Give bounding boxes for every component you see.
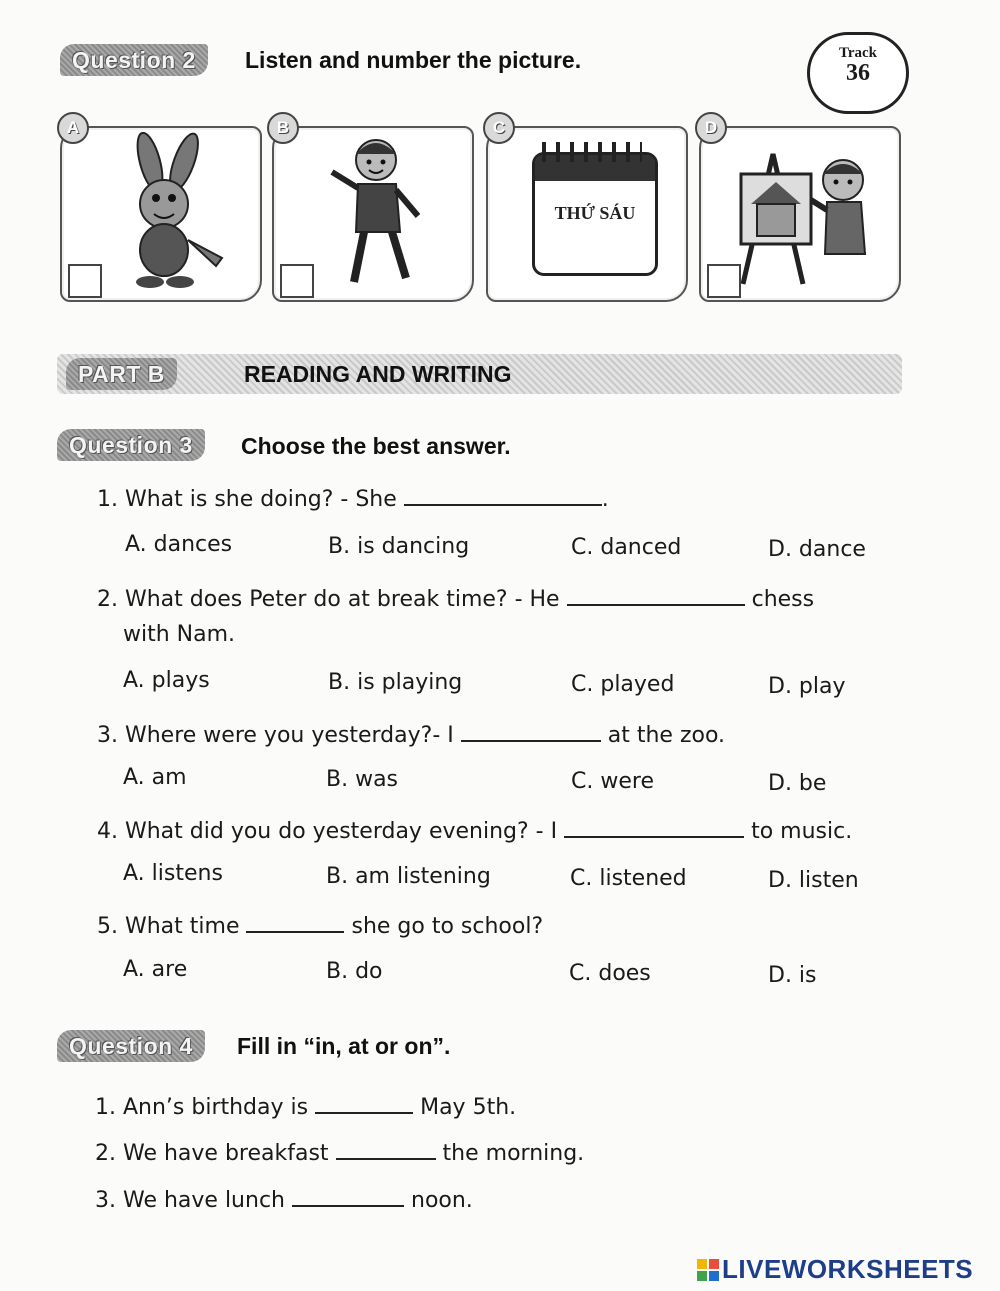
q3-item-2 (97, 586, 814, 612)
q3-item-1-end: . (601, 487, 609, 512)
dancing-boy-illustration (314, 132, 444, 292)
track-number: 36 (846, 60, 870, 86)
question-4-instruction: Fill in “in, at or on”. (237, 1033, 451, 1059)
q3-item-2-cont: with Nam. (123, 622, 236, 647)
q4-item-1 (95, 1094, 516, 1120)
q3-item-1-text: 1. What is she doing? - She (97, 487, 397, 512)
q3-item-2-option-a[interactable]: A. plays (123, 668, 210, 693)
q3-item-3-option-d[interactable]: D. be (768, 771, 827, 796)
answer-box-b[interactable] (280, 264, 314, 298)
q3-item-5-option-a[interactable]: A. are (123, 957, 188, 982)
q4-item-1-blank[interactable] (315, 1094, 413, 1114)
q3-item-3-option-a[interactable]: A. am (123, 765, 187, 790)
q3-item-4-option-a[interactable]: A. listens (123, 861, 223, 886)
liveworksheets-logo[interactable] (697, 1254, 973, 1285)
q3-item-5-option-c[interactable]: C. does (569, 961, 651, 986)
q3-item-3-option-c[interactable]: C. were (571, 769, 654, 794)
q3-item-1-option-d[interactable]: D. dance (768, 537, 866, 562)
q3-item-2-text: 2. What does Peter do at break time? - He (97, 587, 560, 612)
q3-item-2-option-c[interactable]: C. played (571, 672, 675, 697)
q4-item-1-end: May 5th. (420, 1095, 517, 1120)
rabbit-illustration (92, 132, 242, 292)
q3-item-5-blank[interactable] (246, 913, 344, 933)
q3-item-5-option-d[interactable]: D. is (768, 963, 817, 988)
question-2-instruction: Listen and number the picture. (245, 47, 582, 73)
part-b-label: PART B (66, 358, 177, 390)
painting-boy-illustration (723, 134, 893, 294)
picture-frame-b (272, 126, 474, 302)
q3-item-4 (97, 818, 852, 844)
question-3-instruction: Choose the best answer. (241, 433, 511, 459)
answer-box-a[interactable] (68, 264, 102, 298)
q3-item-4-blank[interactable] (564, 818, 744, 838)
q3-item-5-text: 5. What time (97, 914, 240, 939)
q4-item-2-blank[interactable] (336, 1140, 436, 1160)
liveworksheets-logo-text: LIVEWORKSHEETS (722, 1254, 974, 1284)
q4-item-2-end: the morning. (442, 1141, 585, 1166)
calendar-icon (532, 152, 658, 276)
track-badge[interactable] (807, 32, 909, 114)
q3-item-5-end: she go to school? (351, 914, 544, 939)
question-3-label: Question 3 (57, 429, 205, 461)
q4-item-1-text: 1. Ann’s birthday is (95, 1095, 309, 1120)
q3-item-3-text: 3. Where were you yesterday?- I (97, 723, 454, 748)
calendar-day-text: THỨ SÁU (554, 203, 636, 223)
q3-item-4-option-c[interactable]: C. listened (570, 866, 687, 891)
q3-item-2-blank[interactable] (567, 586, 745, 606)
q3-item-2-option-d[interactable]: D. play (768, 674, 846, 699)
q4-item-2 (95, 1140, 584, 1166)
q3-item-2-option-b[interactable]: B. is playing (328, 670, 463, 695)
picture-letter-d: D (695, 112, 727, 144)
question-2-label: Question 2 (60, 44, 208, 76)
q3-item-2-end: chess (751, 587, 815, 612)
q3-item-3-option-b[interactable]: B. was (326, 767, 399, 792)
q4-item-3-text: 3. We have lunch (95, 1188, 285, 1213)
q3-item-3-end: at the zoo. (607, 723, 726, 748)
picture-letter-c: C (483, 112, 515, 144)
q3-item-3 (97, 722, 725, 748)
q3-item-1 (97, 486, 609, 512)
q3-item-5 (97, 913, 543, 939)
q3-item-1-blank[interactable] (404, 486, 602, 506)
part-b-title: READING AND WRITING (244, 361, 512, 387)
q4-item-2-text: 2. We have breakfast (95, 1141, 329, 1166)
q3-item-4-option-d[interactable]: D. listen (768, 868, 859, 893)
q3-item-1-option-b[interactable]: B. is dancing (328, 534, 470, 559)
question-4-label: Question 4 (57, 1030, 205, 1062)
picture-frame-d (699, 126, 901, 302)
q3-item-4-text: 4. What did you do yesterday evening? - I (97, 819, 558, 844)
q3-item-3-blank[interactable] (461, 722, 601, 742)
q4-item-3-blank[interactable] (292, 1187, 404, 1207)
q3-item-4-end: to music. (751, 819, 853, 844)
q4-item-3-end: noon. (411, 1188, 473, 1213)
calendar-rings (542, 142, 642, 162)
answer-box-d[interactable] (707, 264, 741, 298)
q3-item-4-option-b[interactable]: B. am listening (326, 864, 491, 889)
q3-item-1-option-c[interactable]: C. danced (571, 535, 682, 560)
picture-frame-a (60, 126, 262, 302)
picture-frame-c (486, 126, 688, 302)
picture-letter-b: B (267, 112, 299, 144)
picture-letter-a: A (57, 112, 89, 144)
liveworksheets-logo-icon (697, 1259, 719, 1281)
q3-item-1-option-a[interactable]: A. dances (125, 532, 233, 557)
track-label: Track (838, 45, 878, 61)
q3-item-5-option-b[interactable]: B. do (326, 959, 383, 984)
q4-item-3 (95, 1187, 473, 1213)
